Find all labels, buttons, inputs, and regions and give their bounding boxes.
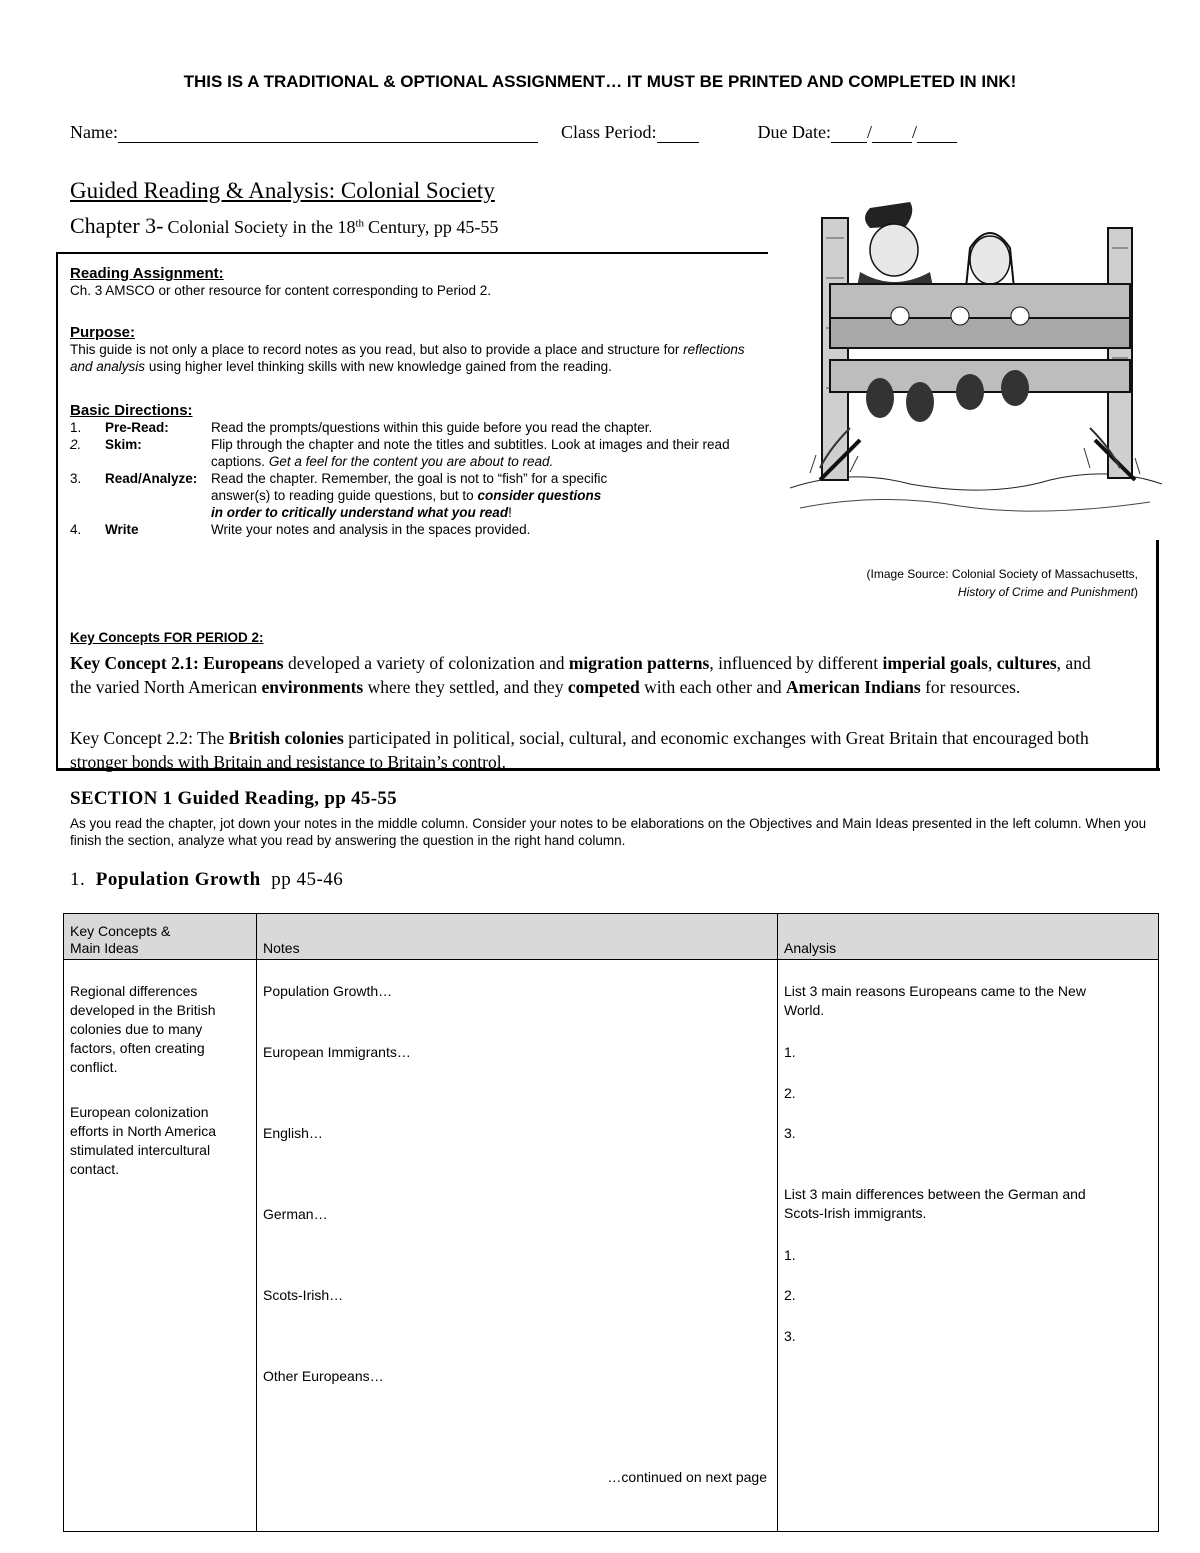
note-prompt: English… xyxy=(263,1125,323,1141)
basic-directions xyxy=(70,402,760,538)
table-row xyxy=(64,960,1159,1532)
kc-part: cultures xyxy=(996,653,1057,673)
direction-text-bold-italic: consider questions in order to critically understand what you read xyxy=(211,488,602,520)
direction-number: 3. xyxy=(70,471,82,486)
student-info-line xyxy=(70,122,957,143)
key-concepts-label: Key Concepts FOR PERIOD 2: xyxy=(70,630,264,645)
date-separator: / xyxy=(866,122,872,142)
kc-part: developed a variety of colonization and xyxy=(287,653,565,673)
answer-number: 2. xyxy=(784,1287,796,1303)
reading-assignment-label: Reading Assignment: xyxy=(70,265,224,282)
kc-part: American Indians xyxy=(786,677,921,697)
purpose-text-italic: reflections and analysis xyxy=(70,342,745,374)
kc-part: with each other and xyxy=(644,677,782,697)
header-col1-line1: Key Concepts & xyxy=(70,923,171,939)
direction-item xyxy=(70,470,760,521)
key-concept-2-1 xyxy=(70,651,1110,699)
kc-part: , influenced by different xyxy=(709,653,879,673)
kc-part: competed xyxy=(567,677,640,697)
main-idea: Regional differences developed in the British colonies due to many factors, often creating conflict. xyxy=(70,983,216,1075)
direction-text-end: ! xyxy=(508,505,512,520)
image-source-italic: History of Crime and Punishment xyxy=(957,585,1134,599)
kc-part: Key Concept 2.1: xyxy=(70,653,199,673)
due-month-field[interactable] xyxy=(831,124,867,143)
answer-number: 2. xyxy=(784,1085,796,1101)
box-right-border xyxy=(1156,540,1159,771)
assignment-banner: THIS IS A TRADITIONAL & OPTIONAL ASSIGNMENT… IT MUST BE PRINTED AND COMPLETED IN INK! xyxy=(183,72,1017,91)
direction-number: 2. xyxy=(70,437,82,452)
purpose-label: Purpose: xyxy=(70,324,136,341)
due-date-label: Due Date: xyxy=(757,122,831,142)
chapter-heading xyxy=(70,213,498,239)
direction-text xyxy=(211,436,751,470)
purpose xyxy=(70,324,760,375)
direction-text-italic: Get a feel for the content you are about to read. xyxy=(268,454,554,469)
topic-title: Population Growth xyxy=(95,869,261,890)
reading-assignment-text: Ch. 3 AMSCO or other resource for content corresponding to Period 2. xyxy=(70,283,491,298)
image-source-line-2 xyxy=(800,583,1138,601)
topic-number: 1. xyxy=(70,869,86,890)
class-period-field[interactable] xyxy=(657,124,699,143)
notes-table xyxy=(63,913,1159,1532)
table-header-row xyxy=(64,914,1159,960)
direction-number: 1. xyxy=(70,420,82,435)
direction-item xyxy=(70,419,760,436)
kc-part: participated in political, social, cultural, and economic exchanges with Great Britain that encouraged both stronger bonds with Britain and resistance to Britain’s control. xyxy=(70,728,1089,772)
direction-item xyxy=(70,436,760,470)
kc-part: Europeans xyxy=(203,653,284,673)
header-key-concepts xyxy=(64,914,257,960)
page-title: Guided Reading & Analysis: Colonial Society xyxy=(70,178,495,203)
pillory-stocks-illustration xyxy=(790,188,1162,540)
kc-part: , xyxy=(987,653,993,673)
note-prompt: European Immigrants… xyxy=(263,1044,411,1060)
note-prompt: German… xyxy=(263,1206,328,1222)
note-prompt: Scots-Irish… xyxy=(263,1287,344,1303)
note-prompt: Other Europeans… xyxy=(263,1368,384,1384)
direction-key: Pre-Read: xyxy=(105,420,169,435)
analysis-cell[interactable] xyxy=(778,960,1159,1532)
class-period-label: Class Period: xyxy=(560,122,657,142)
answer-number: 3. xyxy=(784,1125,796,1141)
kc-part: , and the varied North American xyxy=(70,653,1091,697)
kc-part: migration patterns xyxy=(568,653,710,673)
chapter-superscript: th xyxy=(355,217,365,230)
continued-note: …continued on next page xyxy=(607,1469,767,1485)
answer-number: 1. xyxy=(784,1247,796,1263)
topic-heading xyxy=(70,869,343,891)
kc-part: British colonies xyxy=(228,728,344,748)
due-year-field[interactable] xyxy=(917,124,957,143)
direction-number: 4. xyxy=(70,522,82,537)
chapter-label: Chapter 3- xyxy=(70,213,164,238)
chapter-subtitle: Colonial Society in the 18 xyxy=(167,217,356,237)
chapter-subtitle-end: Century, pp 45-55 xyxy=(368,217,499,237)
main-ideas-cell xyxy=(64,960,257,1532)
name-field[interactable] xyxy=(118,124,538,143)
purpose-text-1: This guide is not only a place to record notes as you read, but also to provide a place and structure for xyxy=(70,342,680,357)
header-col1-line2: Main Ideas xyxy=(70,940,139,956)
direction-key: Write xyxy=(105,522,139,537)
notes-cell[interactable] xyxy=(257,960,778,1532)
image-source-caption xyxy=(800,565,1138,601)
date-separator: / xyxy=(911,122,917,142)
kc-part: Key Concept 2.2: The xyxy=(70,728,225,748)
due-day-field[interactable] xyxy=(872,124,912,143)
analysis-question: List 3 main reasons Europeans came to the New World. xyxy=(784,983,1086,1018)
image-source-end: ) xyxy=(1134,585,1138,599)
kc-part: where they settled, and they xyxy=(367,677,564,697)
direction-text-main: Flip through the chapter and note the titles and subtitles. Look at images and their read captions. xyxy=(211,437,730,469)
topic-pages: pp 45-46 xyxy=(271,869,344,890)
reading-assignment xyxy=(70,265,760,299)
image-source-line-1: (Image Source: Colonial Society of Massachusetts, xyxy=(866,567,1138,581)
direction-text: Read the prompts/questions within this guide before you read the chapter. xyxy=(211,420,653,435)
direction-text-main: Read the chapter. Remember, the goal is not to “fish” for a specific answer(s) to reading guide questions, but to xyxy=(211,471,608,503)
direction-key: Read/Analyze: xyxy=(105,471,198,486)
kc-part: environments xyxy=(261,677,364,697)
basic-directions-label: Basic Directions: xyxy=(70,402,193,419)
analysis-question: List 3 main differences between the German and Scots-Irish immigrants. xyxy=(784,1186,1086,1221)
direction-text xyxy=(211,470,611,521)
kc-part: for resources. xyxy=(925,677,1021,697)
direction-item xyxy=(70,521,760,538)
section-heading: SECTION 1 Guided Reading, pp 45-55 xyxy=(70,788,397,809)
direction-text: Write your notes and analysis in the spaces provided. xyxy=(211,522,531,537)
answer-number: 3. xyxy=(784,1328,796,1344)
purpose-text xyxy=(70,341,760,375)
header-notes: Notes xyxy=(257,914,778,960)
section-description: As you read the chapter, jot down your notes in the middle column. Consider your notes to be elaborations on the Objectives and Main Ideas presented in the left column. When you finish the section, analyze what you read by answering the question in the right hand column. xyxy=(70,816,1147,848)
main-idea: European colonization efforts in North America stimulated intercultural contact. xyxy=(70,1104,217,1177)
kc-part: imperial goals xyxy=(882,653,988,673)
header-analysis: Analysis xyxy=(778,914,1159,960)
answer-number: 1. xyxy=(784,1044,796,1060)
purpose-text-2: using higher level thinking skills with new knowledge gained from the reading. xyxy=(148,359,612,374)
name-label: Name: xyxy=(70,122,118,142)
note-prompt: Population Growth… xyxy=(263,983,393,999)
direction-key: Skim: xyxy=(105,437,142,452)
key-concept-2-2 xyxy=(70,726,1130,774)
